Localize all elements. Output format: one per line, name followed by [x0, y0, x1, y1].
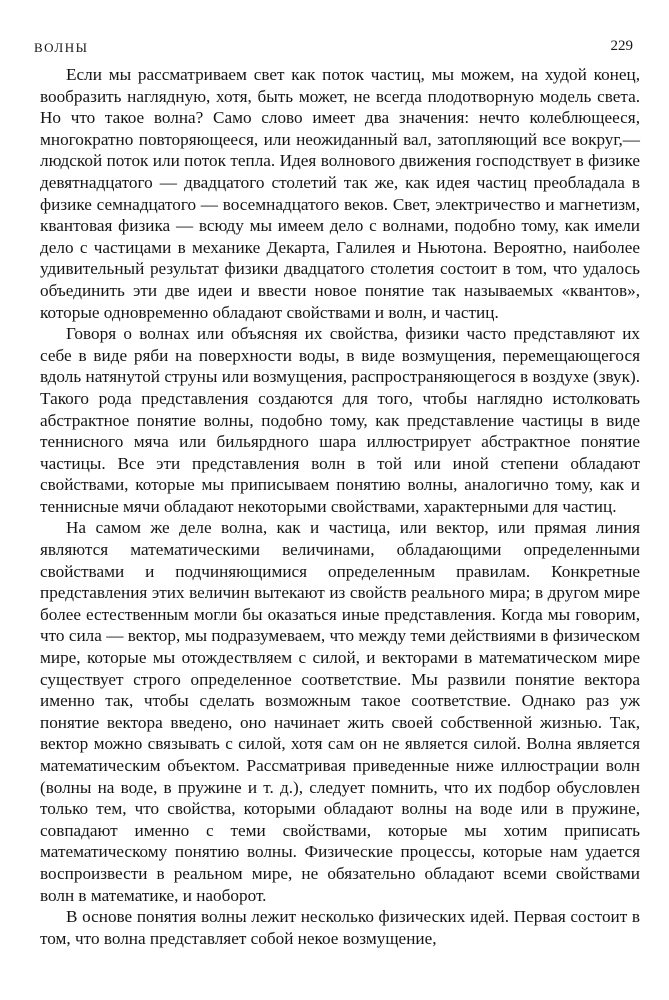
paragraph-4: В основе понятия волны лежит несколько физических идей. Первая состоит в том, что волна представляет собой некое возмущение, [40, 907, 640, 948]
paragraph-3: На самом же деле волна, как и частица, или вектор, или прямая линия являются математическими величинами, обладающими определенными свойствами и подчиняющимися определенным правилам. Конкретные представления этих величин вытекают из свойств реального мира; в другом мире более естественным могли бы оказаться иные представления. Когда мы говорим, что сила — вектор, мы подразумеваем, что между теми действиями в физическом мире, которые мы отождествляем с силой, и векторами в математическом мире существует строго определенное соответствие. Мы развили понятие вектора именно так, чтобы сделать возможным такое соответствие. Однако раз уж понятие вектора введено, оно начинает жить своей собственной жизнью. Так, вектор можно связывать с силой, хотя сам он не является силой. Волна является математическим объектом. Рассматривая приведенные ниже иллюстрации волн (волны на воде, в пружине и т. д.), следует помнить, что их подбор обусловлен только тем, что свойства, которыми обладают волны на воде или в пружине, совпадают именно с теми свойствами, которые мы хотим приписать математическому понятию волны. Физические процессы, которые нам удается воспроизвести в реальном мире, не обязательно обладают всеми свойствами волн в математике, и наоборот. [40, 518, 640, 905]
paragraph-2: Говоря о волнах или объясняя их свойства, физики часто представляют их себе в виде ряби на поверхности воды, в виде возмущения, перемещающегося вдоль натянутой струны или возмущения, распространяющегося в воздухе (звук). Такого рода представления создаются для того, чтобы наглядно истолковать абстрактное понятие волны, подобно тому, как представление частицы в виде теннисного мяча или бильярдного шара иллюстрирует абстрактное понятие частицы. Все эти представления волн в той или иной степени обладают свойствами, которые мы приписываем понятию волны, аналогично тому, как и теннисные мячи обладают некоторыми свойствами, характерными для частиц. [40, 324, 640, 516]
page-number: 229 [610, 38, 633, 54]
paragraph-1: Если мы рассматриваем свет как поток частиц, мы можем, на худой конец, вообразить наглядную, хотя, быть может, не всегда плодотворную модель света. Но что такое волна? Само слово имеет два значения: нечто колеблющееся, многократно повторяющееся, или неожиданный вал, затопляющий все вокруг,— людской поток или поток тепла. Идея волнового движения господствует в физике девятнадцатого — двадцатого столетий так же, как идея частиц преобладала в физике семнадцатого — восемнадцатого веков. Свет, электричество и магнетизм, квантовая физика — всюду мы имеем дело с волнами, подобно тому, как имели дело с частицами в механике Декарта, Галилея и Ньютона. Вероятно, наиболее удивительный результат физики двадцатого столетия состоит в том, что удалось объединить эти две идеи и ввести новое понятие так называемых «квантов», которые одновременно обладают свойствами и волн, и частиц. [40, 65, 640, 322]
body-text [40, 64, 640, 949]
running-head: ВОЛНЫ [34, 40, 89, 55]
